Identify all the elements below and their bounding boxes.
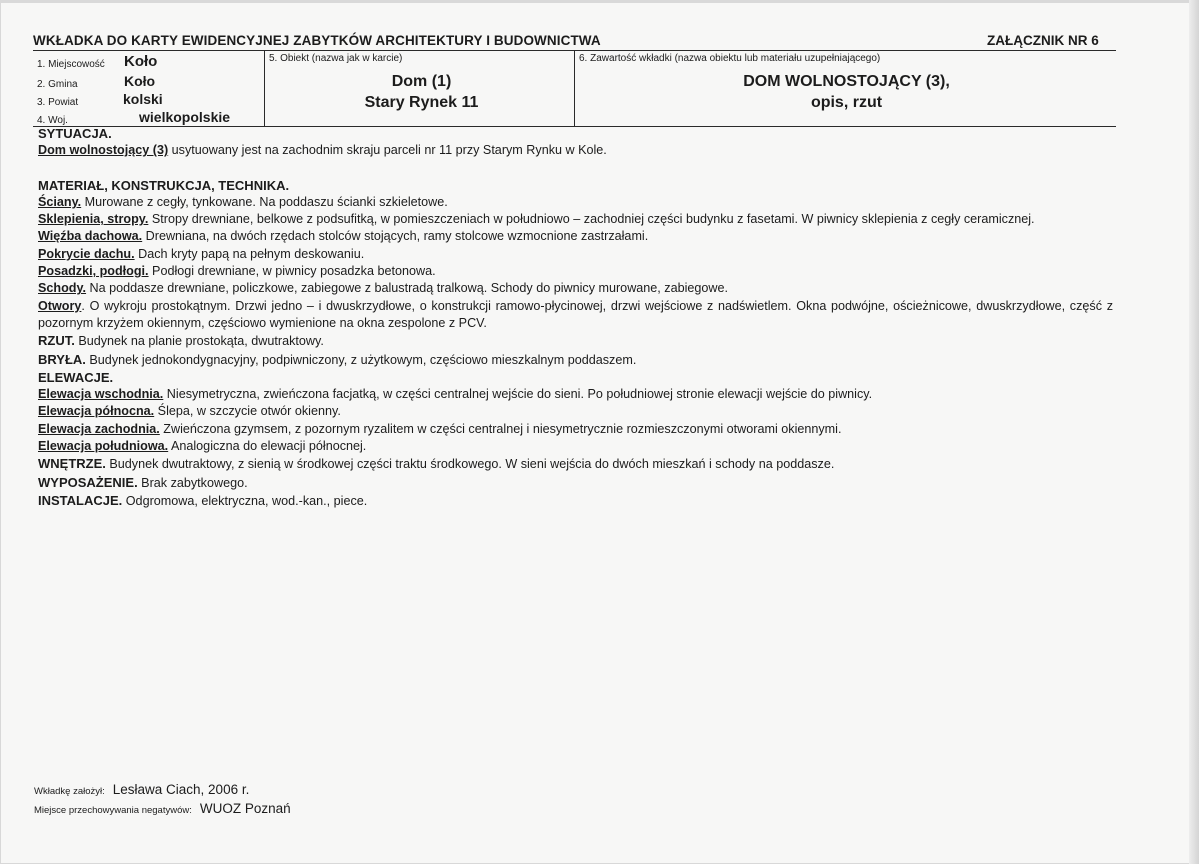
district-row (37, 91, 163, 109)
contents-label: 6. Zawartość wkładki (nazwa obiektu lub materiału uzupełniającego) (579, 53, 881, 64)
annex-number: ZAŁĄCZNIK NR 6 (987, 33, 1099, 48)
description-body (38, 125, 1113, 510)
north-elevation-paragraph (38, 403, 1113, 420)
north-elevation-text: Ślepa, w szczycie otwór okienny. (154, 404, 341, 419)
interior-paragraph (38, 455, 1113, 473)
stairs-label: Schody. (38, 281, 87, 296)
table-divider-1 (264, 51, 265, 126)
province-value: wielkopolskie (139, 109, 231, 125)
south-elevation-paragraph (38, 438, 1113, 455)
stairs-paragraph (38, 280, 1113, 297)
walls-text: Murowane z cegły, tynkowane. Na poddaszu ścianki szkieletowe. (81, 194, 448, 209)
town-row (37, 53, 158, 71)
floors-label: Posadzki, podłogi. (38, 264, 149, 279)
mass-label: BRYŁA. (38, 351, 86, 367)
district-label: 3. Powiat (37, 97, 79, 108)
installations-text: Odgromowa, elektryczna, wod.-kan., piece. (122, 493, 368, 508)
author-label: Wkładkę założył: (34, 786, 105, 797)
scan-edge-top (0, 0, 1199, 3)
author-line (34, 781, 249, 799)
furnishing-label: WYPOSAŻENIE. (38, 474, 138, 490)
openings-label: Otwory (38, 298, 82, 313)
author-value: Lesława Ciach, 2006 r. (112, 782, 250, 797)
object-label: 5. Obiekt (nazwa jak w karcie) (269, 53, 403, 64)
furnishing-paragraph (38, 474, 1113, 492)
commune-row (37, 73, 156, 91)
commune-value: Koło (124, 73, 156, 89)
interior-text: Budynek dwutraktowy, z sienią w środkowej części traktu środkowego. W sieni wejścia do dwóch mieszkań i schody na poddasze. (105, 457, 835, 472)
west-elevation-paragraph (38, 421, 1113, 438)
storage-label: Miejsce przechowywania negatywów: (34, 805, 192, 816)
interior-label: WNĘTRZE. (38, 456, 106, 472)
mass-paragraph (38, 351, 1113, 369)
ceilings-paragraph (38, 211, 1113, 228)
openings-paragraph (38, 298, 1113, 333)
roof-label: Pokrycie dachu. (38, 246, 135, 261)
plan-text: Budynek na planie prostokąta, dwutraktowy. (74, 334, 324, 349)
contents-subtitle: opis, rzut (810, 94, 883, 111)
object-address: Stary Rynek 11 (364, 94, 479, 111)
east-elevation-paragraph (38, 386, 1113, 403)
walls-paragraph (38, 194, 1113, 211)
province-label: 4. Woj. (37, 115, 68, 126)
south-elevation-text: Analogiczna do elewacji północnej. (168, 439, 367, 454)
truss-text: Drewniana, na dwóch rzędach stolców stojących, ramy stolcowe wzmocnione zastrzałami. (142, 229, 649, 244)
town-value: Koło (124, 53, 158, 70)
object-name: Dom (1) (391, 73, 452, 90)
floors-paragraph (38, 263, 1113, 280)
ceilings-text: Stropy drewniane, belkowe z podsufitką, w pomieszczeniach w południowo – zachodniej części budynku z fasetami. W piwnicy sklepienia z cegły ceramicznej. (148, 212, 1035, 227)
walls-label: Ściany. (38, 194, 82, 209)
east-elevation-label: Elewacja wschodnia. (38, 387, 164, 402)
truss-paragraph (38, 228, 1113, 245)
mass-text: Budynek jednokondygnacyjny, podpiwniczony, z użytkowym, częściowo mieszkalnym poddaszem. (85, 352, 637, 367)
scan-edge-right (1189, 0, 1199, 864)
situation-heading: SYTUACJA. (38, 126, 112, 141)
district-value: kolski (123, 91, 163, 107)
commune-label: 2. Gmina (37, 79, 78, 90)
situation-paragraph (38, 142, 1113, 159)
material-heading: MATERIAŁ, KONSTRUKCJA, TECHNIKA. (38, 177, 290, 193)
storage-value: WUOZ Poznań (199, 801, 291, 816)
identification-table (33, 50, 1116, 127)
situation-subject: Dom wolnostojący (3) (38, 143, 169, 158)
storage-line (34, 800, 291, 818)
openings-text: . O wykroju prostokątnym. Drzwi jedno – i dwuskrzydłowe, o konstrukcji ramowo-płycinowej, drzwi wejściowe z nadświetlem. Okna podwójne, ościeżnicowe, dwuskrzydłowe, część z pozornym krzyżem okiennym, częściowo wymienione na okna zespolone z PCV. (38, 298, 1113, 330)
elevations-heading: ELEWACJE. (38, 369, 114, 385)
north-elevation-label: Elewacja północna. (38, 404, 155, 419)
stairs-text: Na poddasze drewniane, policzkowe, zabiegowe z balustradą tralkową. Schody do piwnicy murowane, zabiegowe. (86, 281, 729, 296)
document-title: WKŁADKA DO KARTY EWIDENCYJNEJ ZABYTKÓW ARCHITEKTURY I BUDOWNICTWA (33, 33, 601, 48)
furnishing-text: Brak zabytkowego. (137, 475, 248, 490)
contents-title: DOM WOLNOSTOJĄCY (3), (743, 73, 950, 90)
roof-text: Dach kryty papą na pełnym deskowaniu. (134, 246, 365, 261)
spacer (38, 160, 1113, 177)
roof-paragraph (38, 246, 1113, 263)
truss-label: Więźba dachowa. (38, 229, 143, 244)
situation-text: usytuowany jest na zachodnim skraju parceli nr 11 przy Starym Rynku w Kole. (168, 143, 607, 158)
east-elevation-text: Niesymetryczna, zwieńczona facjatką, w części centralnej wejście do sieni. Po południowej stronie elewacji wejście do piwnicy. (163, 387, 873, 402)
ceilings-label: Sklepienia, stropy. (38, 212, 149, 227)
west-elevation-label: Elewacja zachodnia. (38, 421, 160, 436)
installations-paragraph (38, 492, 1113, 510)
west-elevation-text: Zwieńczona gzymsem, z pozornym ryzalitem w części centralnej i niesymetrycznie rozmieszczonymi otworami okiennymi. (159, 421, 842, 436)
plan-label: RZUT. (38, 333, 75, 349)
installations-label: INSTALACJE. (38, 492, 123, 508)
south-elevation-label: Elewacja południowa. (38, 439, 169, 454)
floors-text: Podłogi drewniane, w piwnicy posadzka betonowa. (148, 264, 436, 279)
plan-paragraph (38, 332, 1113, 350)
table-divider-2 (574, 51, 575, 126)
town-label: 1. Miejscowość (37, 59, 105, 70)
